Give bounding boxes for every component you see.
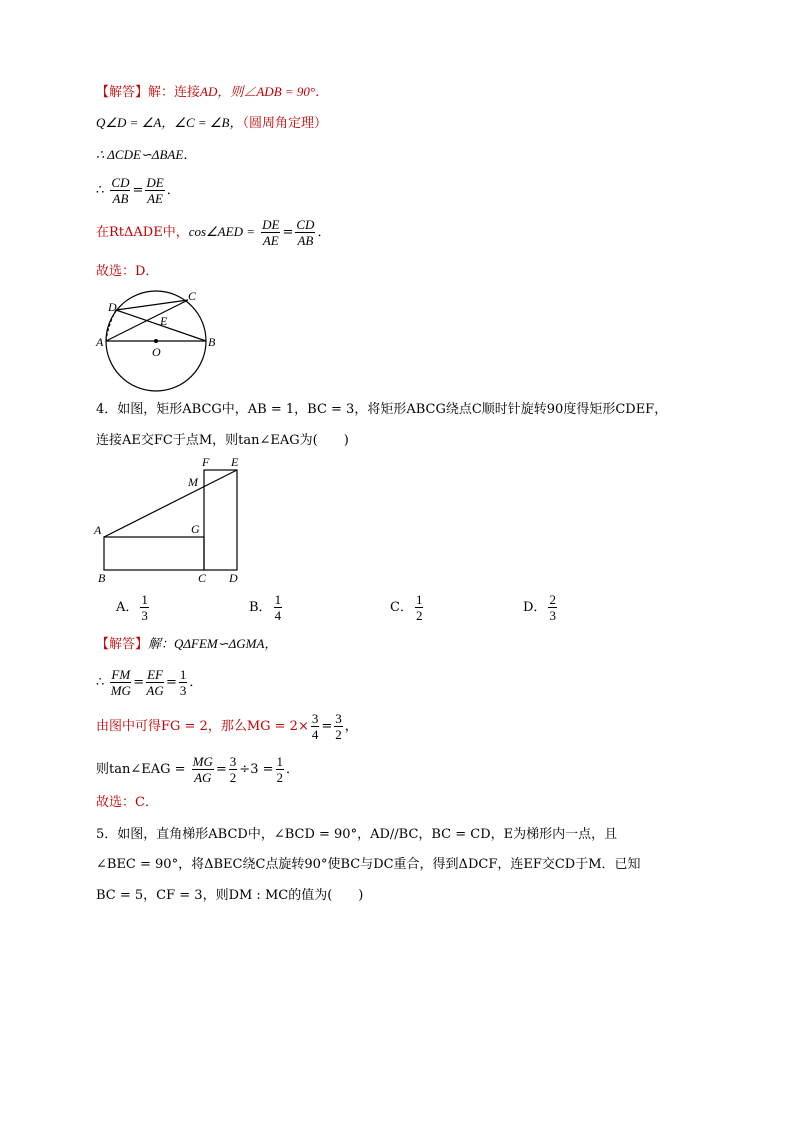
q4-solution-line-2: ∴ $\frac{FM}{MG}$ = $\frac{EF}{AG}$ = $\frac{1}{3}$ ．	[96, 667, 203, 698]
q3-solution-line-2: Q∠D = ∠A，∠C = ∠B，（圆周角定理）	[96, 115, 328, 131]
q3-solution-line-3: ∴ ΔCDE∽ΔBAE．	[96, 147, 197, 162]
q4-solution-line-1: 【解答】解：QΔFEM∽ΔGMA，	[96, 636, 278, 652]
svg-text:C: C	[198, 571, 207, 585]
q3-solution-line-4: ∴ $\frac{CD}{AB}$ = $\frac{DE}{AE}$ ．	[96, 175, 180, 206]
svg-text:M: M	[188, 475, 198, 489]
q4-solution-line-3: 由图中可得FG = 2，那么MG = 2× $\frac{3}{4}$ = $\frac{3}{2}$ ，	[96, 711, 358, 742]
fraction: $\frac{DE}{AE}$	[146, 175, 164, 206]
svg-text:E: E	[231, 455, 239, 469]
q4-stem-line-2: 连接AE交FC于点M，则tan∠EAG为( )	[96, 433, 349, 448]
option-c[interactable]: C． $\frac{1}{2}$	[390, 592, 423, 623]
svg-text:B: B	[208, 335, 216, 349]
circle-figure	[90, 285, 230, 395]
solution-tag: 【解答】	[96, 85, 149, 100]
q5-stem-line-2: ∠BEC = 90°，将ΔBEC绕C点旋转90°使BC与DC重合，得到ΔDCF，连EF交CD于M．已知	[96, 857, 641, 872]
svg-text:E: E	[160, 314, 168, 328]
option-d[interactable]: D． $\frac{2}{3}$	[523, 592, 556, 623]
option-a[interactable]: A． $\frac{1}{3}$	[116, 592, 148, 623]
q4-answer: 故选：C．	[96, 795, 158, 810]
q5-stem-line-3: BC = 5，CF = 3，则DM : MC的值为( )	[96, 888, 364, 903]
svg-text:C: C	[188, 289, 197, 303]
svg-text:A: A	[96, 335, 104, 349]
svg-text:A: A	[94, 523, 102, 537]
svg-text:F: F	[202, 455, 210, 469]
fraction: $\frac{DE}{AE}$	[262, 217, 280, 248]
q3-solution-line-1: 【解答】解：连接AD，则∠ADB = 90°．	[96, 84, 329, 100]
svg-text:O: O	[152, 345, 161, 359]
solution-tag: 【解答】	[96, 637, 149, 652]
q4-solution-line-4: 则tan∠EAG = $\frac{MG}{AG}$ = $\frac{3}{2}$ ÷3 = $\frac{1}{2}$ ．	[96, 754, 300, 785]
q3-answer: 故选：D．	[96, 264, 159, 279]
fraction: $\frac{CD}{AB}$	[296, 217, 315, 248]
q5-stem-line-1: 5．如图，直角梯形ABCD中，∠BCD = 90°，AD//BC，BC = CD，E为梯形内一点，且	[96, 827, 618, 842]
rectangle-figure	[92, 455, 252, 585]
svg-text:D: D	[229, 571, 238, 585]
svg-text:D: D	[108, 300, 117, 314]
q4-stem-line-1: 4．如图，矩形ABCG中，AB = 1，BC = 3，将矩形ABCG绕点C顺时针旋转90度得矩形CDEF，	[96, 402, 668, 417]
fraction: $\frac{CD}{AB}$	[111, 175, 130, 206]
svg-text:B: B	[98, 571, 106, 585]
option-b[interactable]: B． $\frac{1}{4}$	[249, 592, 282, 623]
svg-text:G: G	[191, 522, 200, 536]
q3-solution-line-5: 在RtΔADE中，cos∠AED = $\frac{DE}{AE}$ = $\frac{CD}{AB}$ ．	[96, 217, 331, 248]
